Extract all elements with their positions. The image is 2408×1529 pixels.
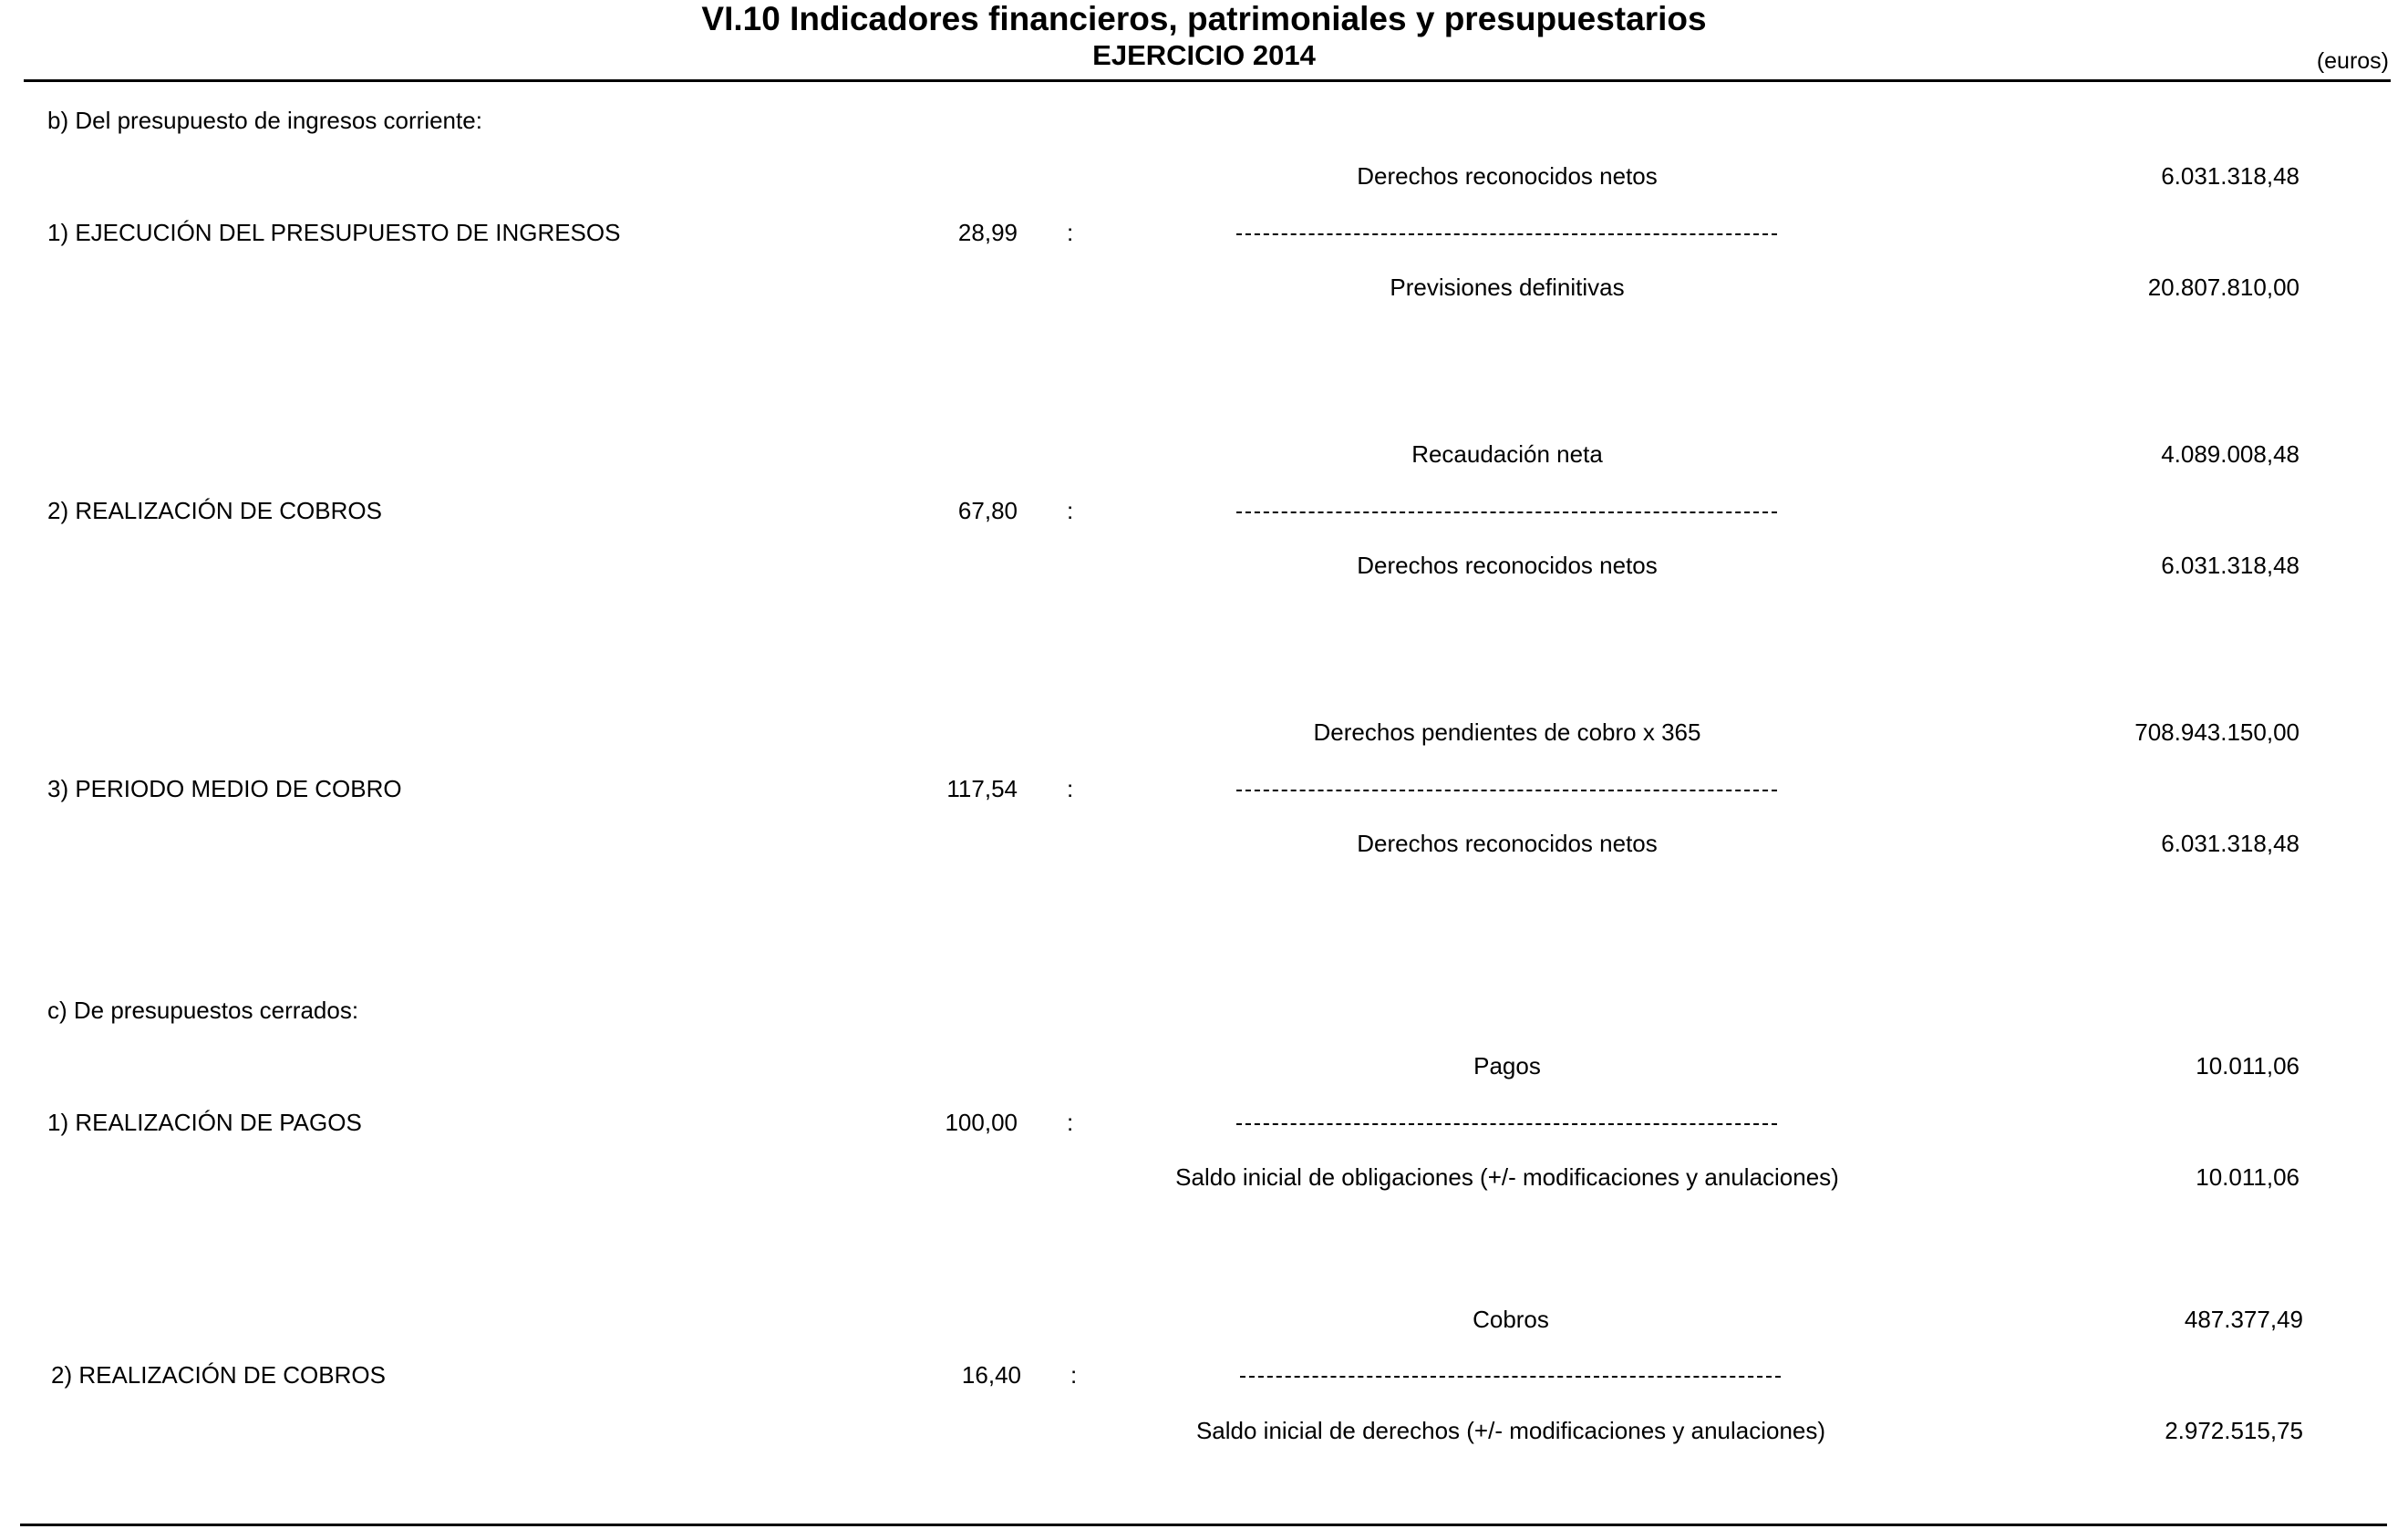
numerator-label: Recaudación neta: [1411, 440, 1603, 468]
indicator-value: 28,99: [957, 219, 1018, 246]
colon-separator: :: [1067, 775, 1074, 802]
numerator-value: 10.011,06: [2196, 1052, 2299, 1080]
denominator-label: Previsiones definitivas: [1390, 274, 1625, 301]
section-b-heading: b) Del presupuesto de ingresos corriente:: [47, 107, 482, 134]
header-divider: [24, 79, 2391, 82]
colon-separator: :: [1067, 1109, 1074, 1136]
indicator-label: 1) EJECUCIÓN DEL PRESUPUESTO DE INGRESOS: [47, 219, 621, 246]
denominator-value: 10.011,06: [2196, 1163, 2299, 1191]
denominator-value: 6.031.318,48: [2161, 830, 2299, 857]
indicator-label: 1) REALIZACIÓN DE PAGOS: [47, 1109, 362, 1136]
numerator-value: 487.377,49: [2184, 1306, 2303, 1333]
fraction-line: [1236, 511, 1777, 513]
numerator-value: 4.089.008,48: [2161, 440, 2299, 468]
fraction-line: [1236, 233, 1777, 235]
indicator-label: 3) PERIODO MEDIO DE COBRO: [47, 775, 402, 802]
page-title: VI.10 Indicadores financieros, patrimoniales y presupuestarios: [701, 0, 1707, 37]
indicator-value: 117,54: [946, 775, 1018, 802]
indicator-value: 67,80: [957, 497, 1018, 524]
numerator-value: 708.943.150,00: [2134, 718, 2299, 746]
numerator-label: Derechos reconocidos netos: [1357, 162, 1658, 190]
denominator-label: Saldo inicial de derechos (+/- modificaciones y anulaciones): [1195, 1417, 1826, 1444]
denominator-label: Saldo inicial de obligaciones (+/- modificaciones y anulaciones): [1175, 1163, 1839, 1191]
fraction-line: [1236, 1123, 1777, 1125]
units-label: (euros): [2316, 48, 2389, 74]
denominator-value: 20.807.810,00: [2147, 274, 2299, 301]
fiscal-year-subtitle: EJERCICIO 2014: [1092, 39, 1316, 71]
indicator-label: 2) REALIZACIÓN DE COBROS: [51, 1361, 386, 1389]
footer-divider: [20, 1524, 2387, 1526]
section-c-heading: c) De presupuestos cerrados:: [47, 997, 359, 1024]
indicator-value: 100,00: [945, 1109, 1018, 1136]
colon-separator: :: [1067, 497, 1074, 524]
fraction-line: [1236, 790, 1777, 791]
fraction-line: [1240, 1376, 1781, 1378]
denominator-label: Derechos reconocidos netos: [1357, 830, 1658, 857]
denominator-label: Derechos reconocidos netos: [1357, 552, 1658, 579]
denominator-value: 2.972.515,75: [2165, 1417, 2303, 1444]
indicator-value: 16,40: [961, 1361, 1021, 1389]
numerator-value: 6.031.318,48: [2161, 162, 2299, 190]
colon-separator: :: [1070, 1361, 1078, 1389]
numerator-label: Cobros: [1473, 1306, 1549, 1333]
colon-separator: :: [1067, 219, 1074, 246]
indicator-label: 2) REALIZACIÓN DE COBROS: [47, 497, 382, 524]
numerator-label: Pagos: [1473, 1052, 1541, 1080]
denominator-value: 6.031.318,48: [2161, 552, 2299, 579]
numerator-label: Derechos pendientes de cobro x 365: [1313, 718, 1701, 746]
